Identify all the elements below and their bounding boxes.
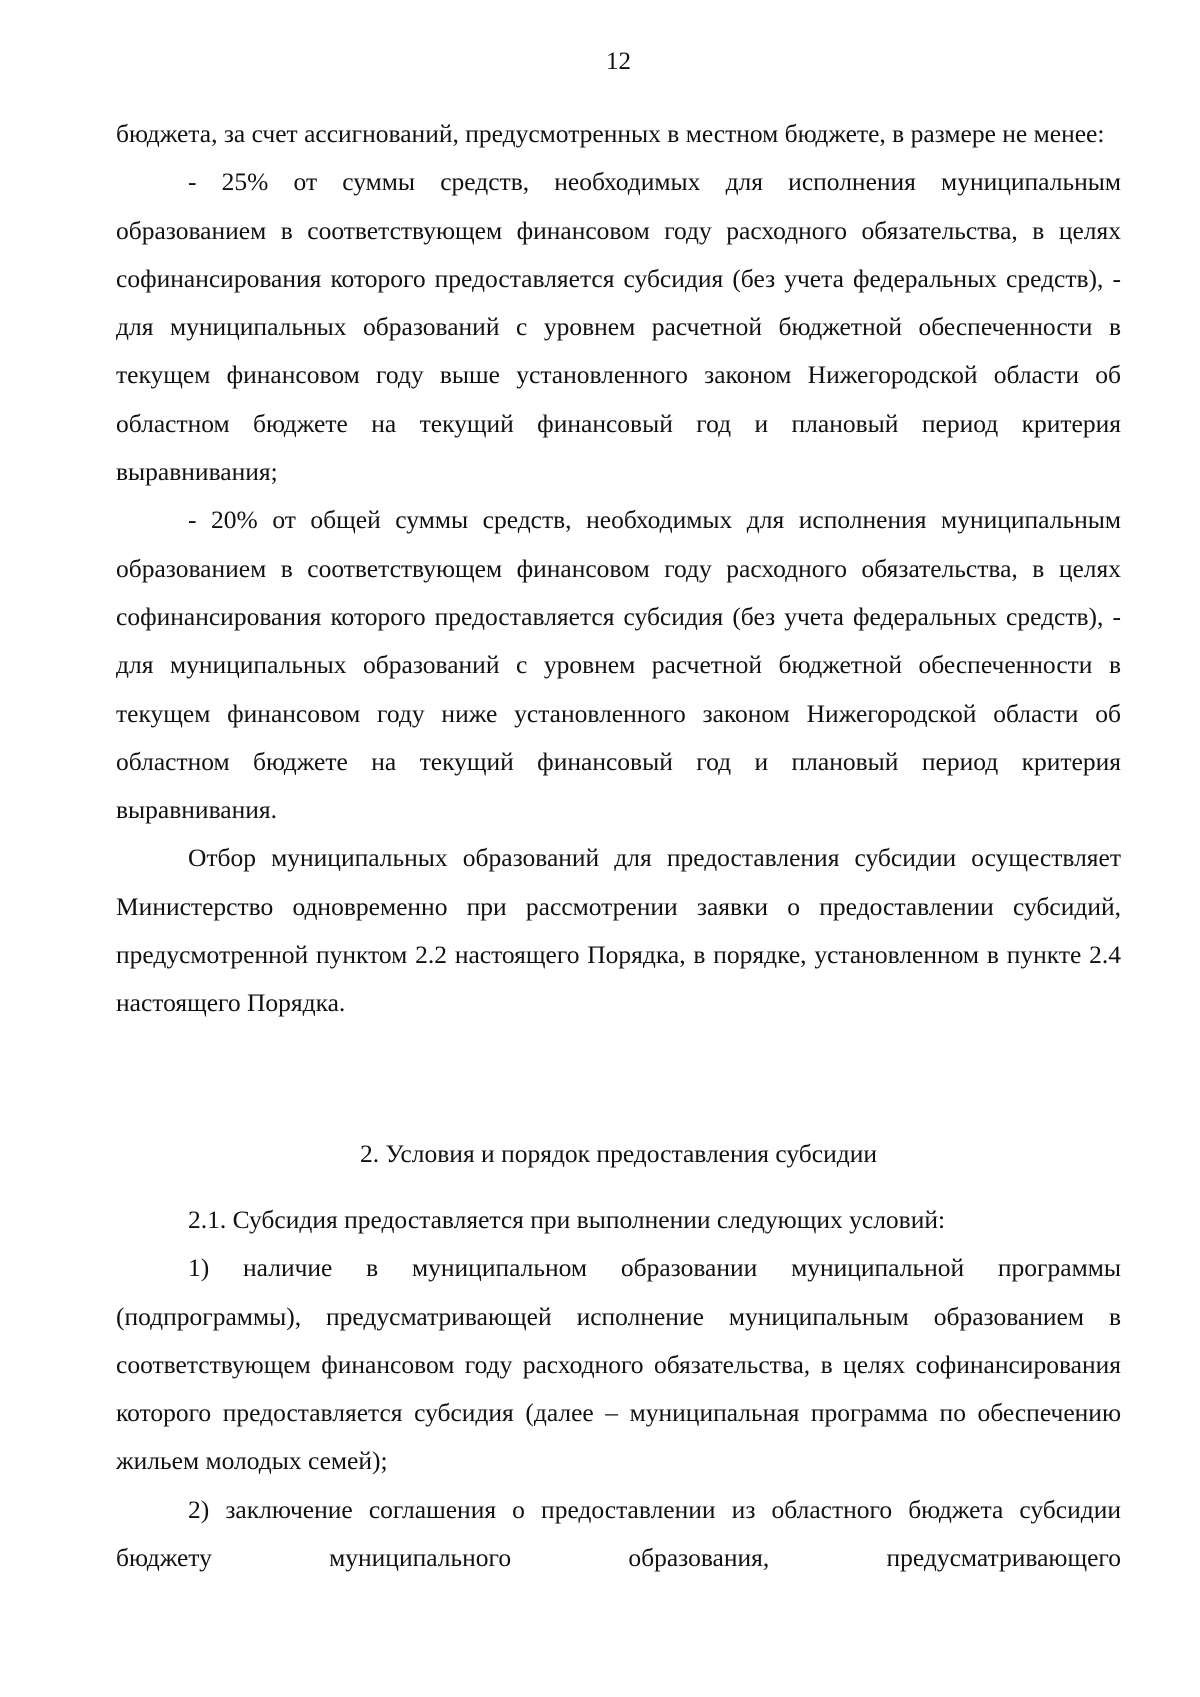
paragraph-selection: Отбор муниципальных образований для предоставления субсидии осуществляет Министерство одновременно при рассмотрении заявки о предоставлении субсидий, предусмотренной пунктом 2.2 настоящего Порядка, в порядке, установленном в пункте 2.4 настоящего Порядка. [116, 843, 1121, 1018]
paragraph-continuation: бюджета, за счет ассигнований, предусмотренных в местном бюджете, в размере не менее: [116, 119, 1105, 148]
page-number: 12 [606, 48, 631, 75]
paragraph-list-item-20-percent: - 20% от общей суммы средств, необходимых для исполнения муниципальным образованием в соответствующем финансовом году расходного обязательства, в целях софинансирования которого предоставляется субсидия (без учета федеральных средств), - для муниципальных образований с уровнем расчетной бюджетной обеспеченности в текущем финансовом году ниже установленного законом Нижегородской области об областном бюджете на текущий финансовый год и плановый период критерия выравнивания. [116, 505, 1121, 825]
document-body [116, 110, 1121, 1028]
clause-2-1: 2.1. Субсидия предоставляется при выполнении следующих условий: [188, 1205, 946, 1234]
section-heading: 2. Условия и порядок предоставления субсидии [359, 1139, 878, 1168]
condition-2: 2) заключение соглашения о предоставлении из областного бюджета субсидии бюджету муниципального образования, предусматривающего [116, 1494, 1121, 1573]
condition-1: 1) наличие в муниципальном образовании муниципальной программы (подпрограммы), предусматривающей исполнение муниципальным образованием в соответствующем финансовом году расходного обязательства, в целях софинансирования которого предоставляется субсидия (далее – муниципальная программа по обеспечению жильем молодых семей); [116, 1253, 1121, 1476]
paragraph-list-item-25-percent: - 25% от суммы средств, необходимых для исполнения муниципальным образованием в соответствующем финансовом году расходного обязательства, в целях софинансирования которого предоставляется субсидия (без учета федеральных средств), - для муниципальных образований с уровнем расчетной бюджетной обеспеченности в текущем финансовом году выше установленного законом Нижегородской области об областном бюджете на текущий финансовый год и плановый период критерия выравнивания; [116, 167, 1121, 487]
section-body [116, 1196, 1121, 1582]
